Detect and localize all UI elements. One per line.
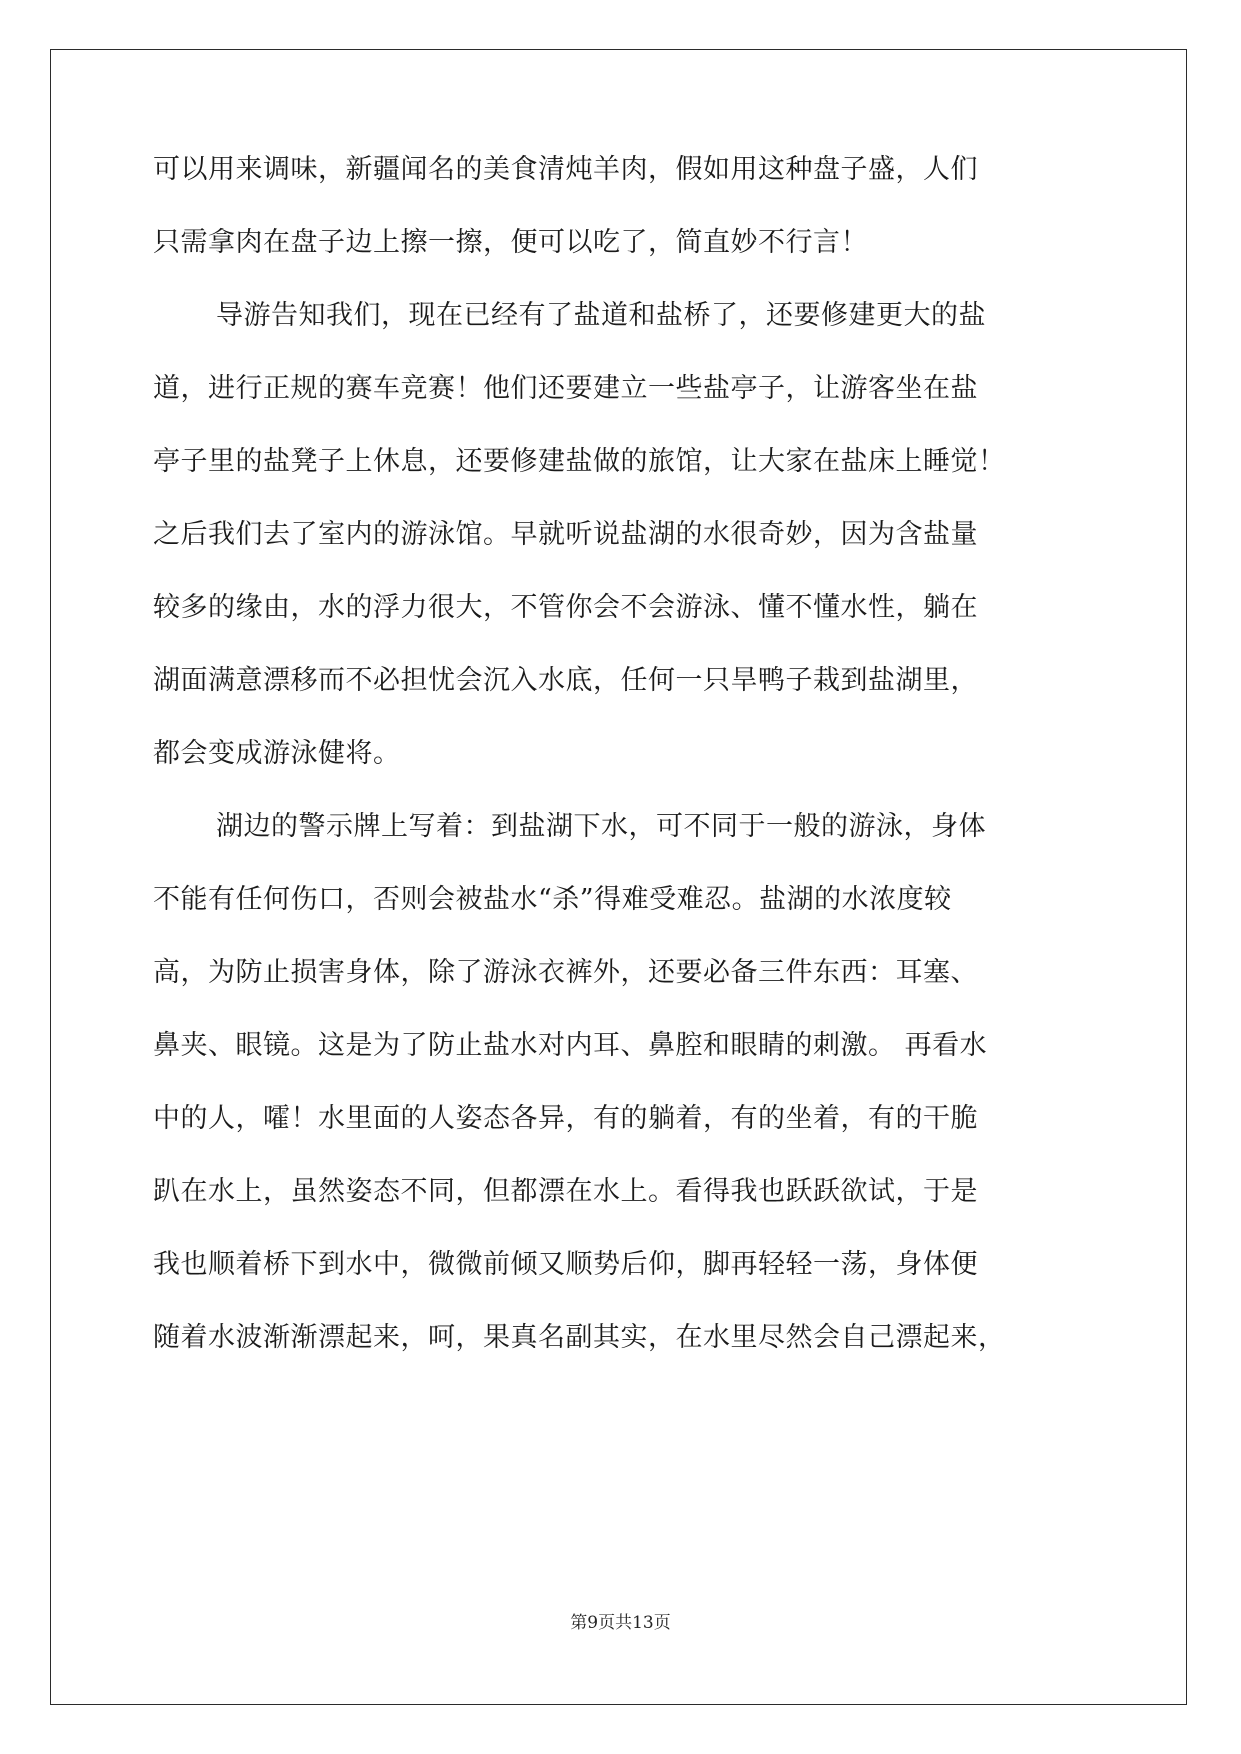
text-line: 高，为防止损害身体，除了游泳衣裤外，还要必备三件东西：耳塞、 xyxy=(153,957,978,988)
text-line: 中的人，嚯！水里面的人姿态各异，有的躺着，有的坐着，有的干脆 xyxy=(153,1103,978,1134)
text-line: 随着水波渐渐漂起来，呵，果真名副其实，在水里尽然会自己漂起来， xyxy=(153,1322,1006,1353)
text-line: 亭子里的盐凳子上休息，还要修建盐做的旅馆，让大家在盐床上睡觉！ xyxy=(153,446,1006,477)
text-line: 道，进行正规的赛车竞赛！他们还要建立一些盐亭子，让游客坐在盐 xyxy=(153,373,978,404)
text-line: 湖面满意漂移而不必担忧会沉入水底，任何一只旱鸭子栽到盐湖里， xyxy=(153,665,978,696)
text-line: 趴在水上，虽然姿态不同，但都漂在水上。看得我也跃跃欲试，于是 xyxy=(153,1176,978,1207)
page-number: 第9页 xyxy=(570,1613,616,1633)
paragraph-first-line: 湖边的警示牌上写着：到盐湖下水，可不同于一般的游泳，身体 xyxy=(216,811,986,842)
text-line: 之后我们去了室内的游泳馆。早就听说盐湖的水很奇妙，因为含盐量 xyxy=(153,519,978,550)
text-line: 可以用来调味，新疆闻名的美食清炖羊肉，假如用这种盘子盛，人们 xyxy=(153,154,978,185)
text-line: 鼻夹、眼镜。这是为了防止盐水对内耳、鼻腔和眼睛的刺激。 再看水 xyxy=(153,1030,988,1061)
text-line: 我也顺着桥下到水中，微微前倾又顺势后仰，脚再轻轻一荡，身体便 xyxy=(153,1249,978,1280)
text-line: 都会变成游泳健将。 xyxy=(153,738,401,769)
text-line: 较多的缘由，水的浮力很大，不管你会不会游泳、懂不懂水性，躺在 xyxy=(153,592,978,623)
paragraph-first-line: 导游告知我们，现在已经有了盐道和盐桥了，还要修建更大的盐 xyxy=(216,300,986,331)
page-footer xyxy=(0,1612,1241,1634)
page-total: 共13页 xyxy=(615,1613,671,1633)
text-line: 只需拿肉在盘子边上擦一擦，便可以吃了，简直妙不行言！ xyxy=(153,227,868,258)
text-line: 不能有任何伤口，否则会被盐水“杀”得难受难忍。盐湖的水浓度较 xyxy=(153,884,952,915)
